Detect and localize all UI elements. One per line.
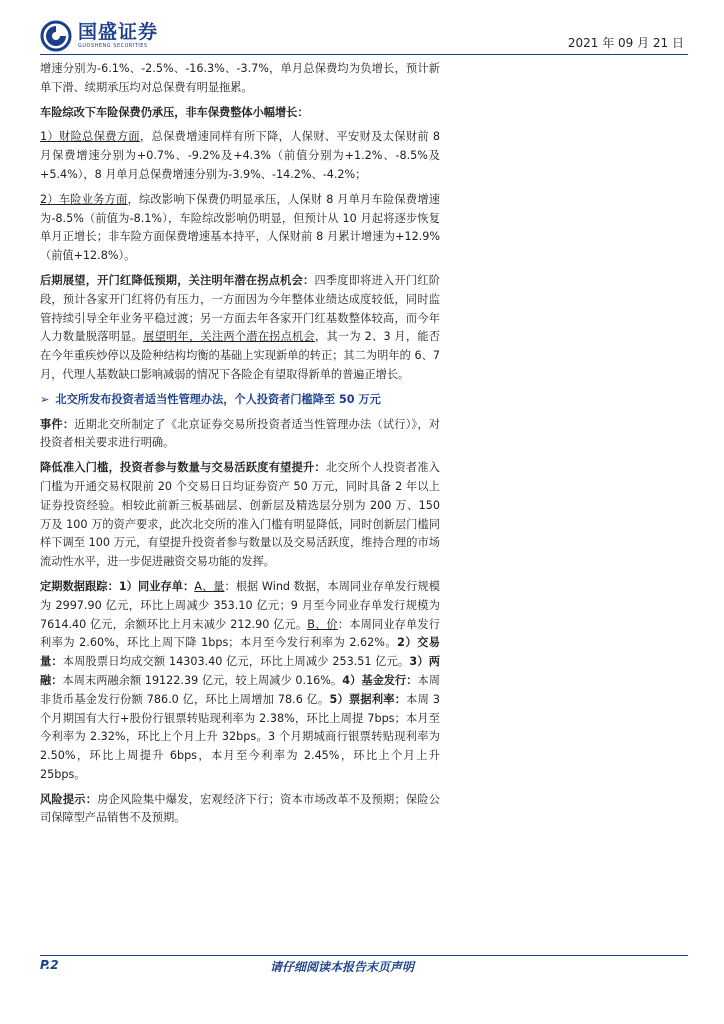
auto-premium-lead: 2）车险业务方面: [40, 192, 128, 206]
outlook-text-2: ，其一为 2、3 月，能否在今年重疾炒停以及险种结构均衡的基础上实现新单的转正；其二为明年的 6、7 月，代理人基数缺口影响减弱的情况下各险企有望取得新单的普遍正增长。: [40, 330, 440, 381]
page-header: [40, 20, 688, 54]
ncd-volume-label: A、量: [194, 579, 225, 593]
paragraph-life-premium: 增速分别为-6.1%、-2.5%、-16.3%、-3.7%，单月总保费均为负增长，预计新单下滑、续期承压均对总保费有明显拖累。: [40, 62, 440, 94]
paragraph-outlook: [40, 272, 440, 385]
outlook-text-1: 四季度即将进入开门红阶段，预计各家开门红将仍有压力，一方面因为今年整体业绩达成度较低，同时监管持续引导全年业务平稳过渡；另一方面去年各家开门红基数整体较高，而今年人力数量脱落明显。: [40, 273, 440, 344]
turnover-text: 本周股票日均成交额 14303.40 亿元，环比上周减少 253.51 亿元。: [62, 655, 410, 669]
paragraph-data-tracking: [40, 578, 440, 785]
paragraph-threshold: [40, 459, 440, 572]
threshold-title: 降低准入门槛，投资者参与数量与交易活跃度有望提升：: [40, 461, 326, 475]
footer-divider: [40, 955, 688, 956]
ncd-price-label: B、价: [307, 617, 338, 631]
event-label: 事件：: [40, 417, 75, 431]
page-number: P.2: [40, 958, 59, 972]
ncd-price-text: ：本周同业存单发行利率为 2.60%，环比上周下降 1bps；本月至今发行利率为 2.62%。: [40, 617, 440, 650]
footer-disclaimer: 请仔细阅读本报告末页声明: [270, 960, 415, 974]
event-text: 近期北交所制定了《北京证券交易所投资者适当性管理办法（试行）》，对投资者相关要求进行明确。: [40, 417, 440, 450]
logo-english-name: GUOSHENG SECURITIES: [78, 43, 148, 49]
paragraph-property-premium: [40, 128, 440, 184]
property-premium-text: ，总保费增速同样有所下降，人保财、平安财及太保财前 8 月保费增速分别为+0.7%、-9.2%及+4.3%（前值分别为+1.2%、-8.5%及+5.4%），8 月单月总保费增速分别为-3.9%、-14.2%、-4.2%；: [40, 130, 440, 181]
paragraph-risk: [40, 791, 440, 829]
report-date: 2021 年 09 月 21 日: [567, 36, 684, 50]
bullet-heading-text: 北交所发布投资者适当性管理办法，个人投资者门槛降至 50 万元: [55, 392, 381, 406]
turnover-label: 2）交易量：: [40, 636, 440, 669]
fund-text: 本周非货币基金发行份额 786.0 亿，环比上周增加 78.6 亿。: [40, 673, 440, 706]
margin-text: 本周末两融余额 19122.39 亿元，较上周减少 0.16%。: [62, 673, 343, 687]
fund-label: 4）基金发行：: [342, 673, 418, 687]
bill-rate-label: 5）票据利率：: [329, 692, 407, 706]
risk-label: 风险提示：: [40, 792, 98, 806]
section-title-auto-insurance: 车险综改下车险保费仍承压，非车保费整体小幅增长：: [40, 105, 309, 119]
report-body: [40, 60, 440, 834]
property-premium-lead: 1）财险总保费方面: [40, 130, 140, 144]
risk-text: 房企风险集中爆发，宏观经济下行；资本市场改革不及预期；保险公司保障型产品销售不及预期。: [40, 792, 440, 825]
paragraph-auto-premium: [40, 191, 440, 266]
data-tracking-title: 定期数据跟踪：: [40, 579, 119, 593]
bill-rate-text: 本周 3 个月期国有大行+股份行银票转贴现利率为 2.38%，环比上周提 7bps；本月至今利率为 2.32%，环比上个月上升 32bps。3 个月期城商行银票转贴现利率为 2.50%，环比上周提升 6bps，本月至今利率为 2.45%，环比上个月上升 25bps。: [40, 692, 440, 781]
outlook-underline: 展望明年，关注两个潜在拐点机会: [143, 330, 315, 344]
threshold-text: 北交所个人投资者准入门槛为开通交易权限前 20 个交易日日均证券资产 50 万元，同时具备 2 年以上证券投资经验。相较此前新三板基础层、创新层及精选层分别为 200 万、150 万及 100 万的资产要求，此次北交所的准入门槛有明显降低，同时创新层门槛同样下调至 100 万元，有望提升投资者参与数量以及交易活跃度，维持合理的市场流动性水平，进一步促进融资交易功能的发挥。: [40, 461, 440, 569]
header-divider: [40, 54, 688, 55]
outlook-title: 后期展望，开门红降低预期，关注明年潜在拐点机会：: [40, 273, 315, 287]
auto-premium-text: ，综改影响下保费仍明显承压，人保财 8 月单月车险保费增速为-8.5%（前值为-8.1%），车险综改影响仍明显，但预计从 10 月起将逐步恢复单月正增长；非车险方面保费增速基本持平，人保财前 8 月累计增速为+12.9%（前值+12.8%）。: [40, 192, 440, 263]
company-logo: [40, 20, 158, 52]
bullet-heading-bse: [40, 391, 440, 410]
ncd-volume-text: ：根据 Wind 数据，本周同业存单发行规模为 2997.90 亿元，环比上周减少 353.10 亿元；9 月至今同业存单发行规模为 7614.40 亿元，余额环比上月末减少 212.90 亿元。: [40, 579, 440, 631]
margin-label: 3）两融：: [40, 655, 440, 687]
logo-chinese-name: 国盛证券: [78, 21, 159, 43]
guosheng-logo-icon: [40, 20, 72, 52]
ncd-label: 1）同业存单：: [118, 579, 195, 593]
arrow-bullet-icon: ➢: [40, 392, 50, 406]
paragraph-event: [40, 416, 440, 454]
